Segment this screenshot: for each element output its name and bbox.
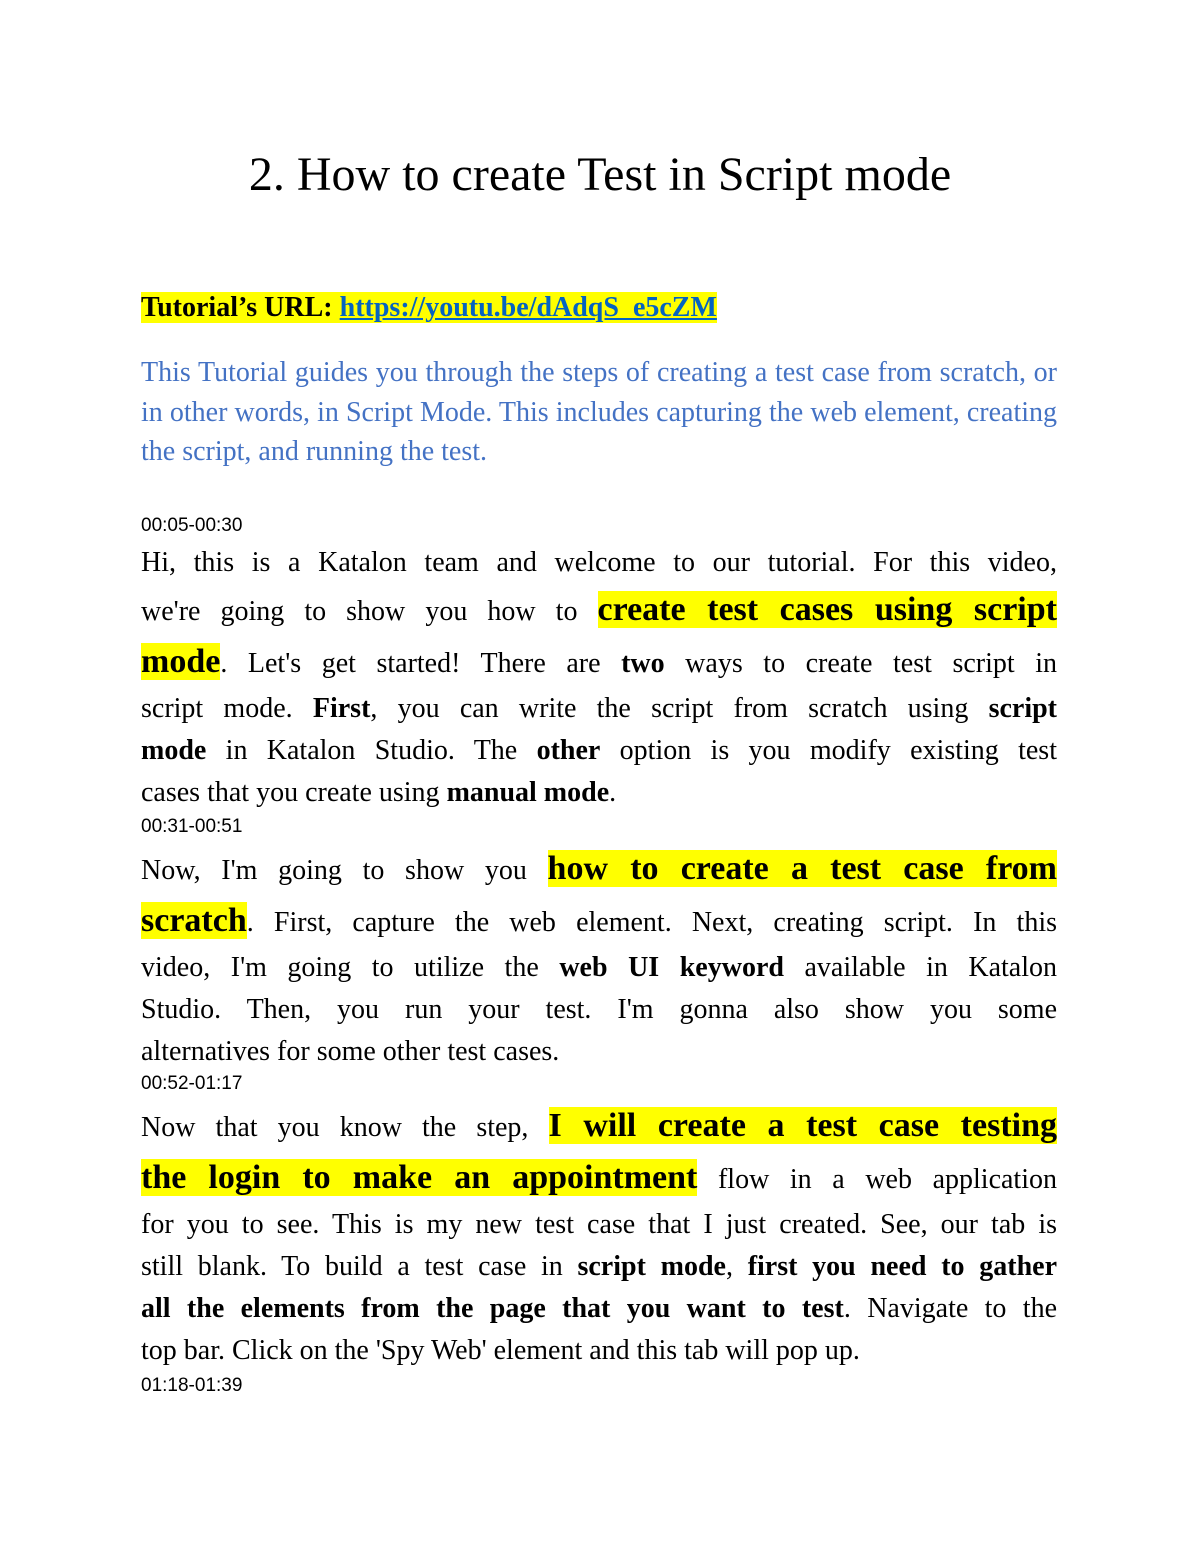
text-line: for you to see. This is my new test case that I just created. See, our tab is [141,1209,1057,1240]
text-line: scratch. First, capture the web element. Next, creating script. In this [141,902,1057,939]
text-line: still blank. To build a test case in script mode, first you need to gather [141,1251,1057,1282]
text-line: we're going to show you how to create test cases using script [141,591,1057,628]
text-line: the login to make an appointment flow in a web application [141,1159,1057,1196]
transcript-paragraph [141,542,1057,814]
timestamp: 00:31-00:51 [141,816,243,837]
text-line: script mode. First, you can write the script from scratch using script [141,693,1057,724]
text-line: video, I'm going to utilize the web UI keyword available in Katalon [141,952,1058,983]
highlighted-phrase: mode [141,643,221,680]
text-line: mode. Let's get started! There are two ways to create test script in [141,643,1058,680]
text-line: Now, I'm going to show you how to create a test case from [141,850,1057,887]
tutorial-url-label: Tutorial’s URL: [141,292,333,323]
text-line: Hi, this is a Katalon team and welcome to our tutorial. For this video, [141,547,1057,578]
transcript-paragraph [141,1100,1057,1372]
intro-paragraph: This Tutorial guides you through the steps of creating a test case from scratch, or in other words, in Script Mode. This includes capturing the web element, creating the script, and running the test. [141,357,1057,467]
text-line: top bar. Click on the 'Spy Web' element and this tab will pop up. [141,1335,860,1366]
text-line: Studio. Then, you run your test. I'm gonna also show you some [141,994,1057,1025]
highlighted-phrase: scratch [141,902,247,939]
text-line: Now that you know the step, I will create a test case testing [141,1107,1057,1144]
timestamp: 00:52-01:17 [141,1073,243,1094]
text-line: cases that you create using manual mode. [141,777,617,808]
text-line: alternatives for some other test cases. [141,1036,560,1067]
page-title: 2. How to create Test in Script mode [248,148,952,201]
timestamp: 01:18-01:39 [141,1375,243,1396]
highlighted-phrase: create test cases using script [597,591,1057,628]
highlighted-phrase: I will create a test case testing [548,1107,1057,1144]
highlighted-phrase: the login to make an appointment [141,1159,698,1196]
tutorial-url-link[interactable]: https://youtu.be/dAdqS_e5cZM [339,292,717,323]
highlighted-phrase: how to create a test case from [547,850,1057,887]
transcript-paragraph [141,843,1057,1073]
text-line: all the elements from the page that you want to test. Navigate to the [141,1293,1057,1324]
tutorial-url-line [141,288,717,328]
timestamp: 00:05-00:30 [141,515,243,536]
text-line: mode in Katalon Studio. The other option is you modify existing test [141,735,1057,766]
